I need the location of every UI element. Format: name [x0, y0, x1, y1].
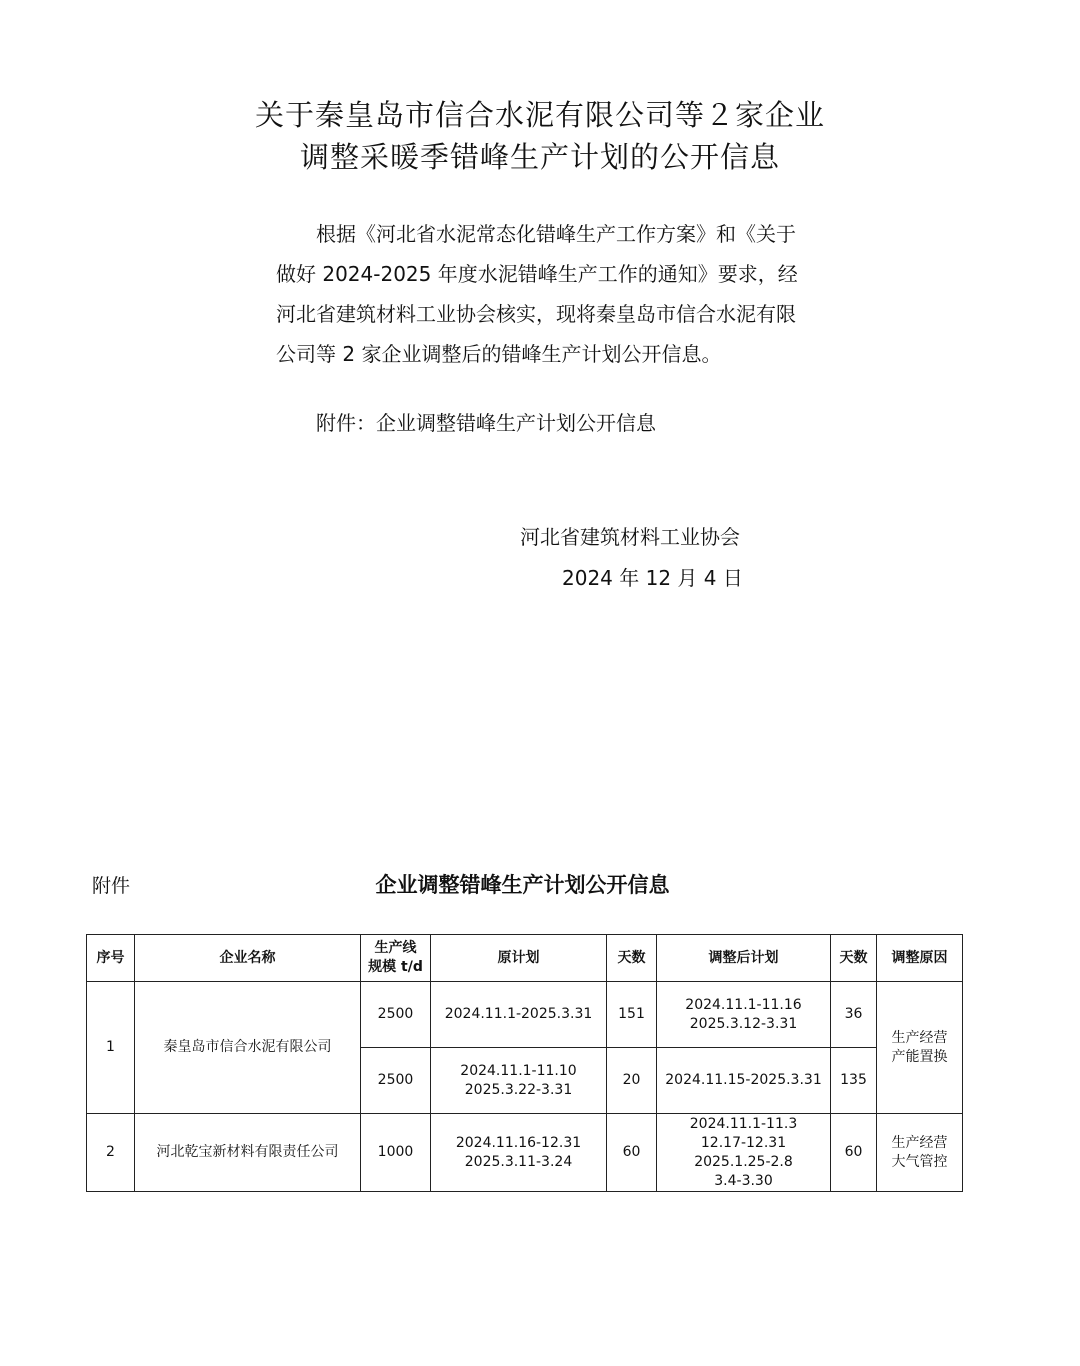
body-line-1: 根据《河北省水泥常态化错峰生产工作方案》和《关于	[316, 222, 796, 246]
body-paragraph	[276, 214, 808, 374]
reason-line: 产能置换	[891, 1048, 948, 1065]
cell-days-adjusted: 60	[831, 1114, 877, 1192]
original-plan-line: 2024.11.16-12.31	[455, 1134, 582, 1151]
cell-adjusted-plan	[657, 1114, 831, 1192]
cell-days: 151	[607, 982, 657, 1048]
cell-days-adjusted: 135	[831, 1048, 877, 1114]
adjusted-plan-line: 2024.11.1-11.3	[689, 1115, 798, 1132]
original-plan-line: 2025.3.22-3.31	[464, 1081, 573, 1098]
cell-adjusted-plan	[657, 1048, 831, 1114]
adjusted-plan-line: 2024.11.15-2025.3.31	[665, 1072, 822, 1088]
signature-org: 河北省建筑材料工业协会	[520, 525, 740, 549]
reason-line: 生产经营	[891, 1029, 948, 1046]
signature-date: 2024 年 12 月 4 日	[562, 566, 743, 590]
title-line-2: 调整采暖季错峰生产计划的公开信息	[299, 140, 780, 174]
cell-scale: 2500	[361, 982, 431, 1048]
title-line-1: 关于秦皇岛市信合水泥有限公司等２家企业	[254, 98, 825, 132]
cell-original-plan	[431, 1114, 607, 1192]
adjusted-plan-line: 2025.3.12-3.31	[689, 1015, 798, 1032]
cell-days: 20	[607, 1048, 657, 1114]
attachment-line: 附件：企业调整错峰生产计划公开信息	[316, 411, 656, 435]
reason-line: 生产经营	[891, 1134, 948, 1151]
cell-scale: 1000	[361, 1114, 431, 1192]
cell-days-adjusted: 36	[831, 982, 877, 1048]
body-line-4: 公司等 2 家企业调整后的错峰生产计划公开信息。	[276, 342, 722, 366]
header-original-plan: 原计划	[431, 935, 607, 982]
table-row	[87, 1114, 963, 1192]
original-plan-line: 2024.11.1-2025.3.31	[444, 1006, 593, 1022]
cell-days: 60	[607, 1114, 657, 1192]
reason-line: 大气管控	[891, 1153, 948, 1170]
header-adjusted-plan: 调整后计划	[657, 935, 831, 982]
header-company: 企业名称	[135, 935, 361, 982]
header-scale-line2: 规模 t/d	[368, 959, 423, 975]
table-header-row	[87, 935, 963, 982]
adjusted-plan-line: 2024.11.1-11.16	[685, 996, 802, 1013]
appendix-label: 附件	[92, 875, 131, 897]
appendix-title: 企业调整错峰生产计划公开信息	[375, 873, 670, 897]
header-seq: 序号	[87, 935, 135, 982]
cell-adjusted-plan	[657, 982, 831, 1048]
header-scale	[361, 935, 431, 982]
cell-company: 河北乾宝新材料有限责任公司	[135, 1114, 361, 1192]
body-line-2: 做好 2024-2025 年度水泥错峰生产工作的通知》要求，经	[276, 262, 798, 286]
document-title	[200, 94, 880, 178]
original-plan-line: 2024.11.1-11.10	[460, 1062, 577, 1079]
plan-table	[86, 934, 963, 1192]
cell-original-plan	[431, 982, 607, 1048]
header-scale-line1: 生产线	[374, 940, 417, 956]
cell-original-plan	[431, 1048, 607, 1114]
header-days: 天数	[607, 935, 657, 982]
adjusted-plan-line: 12.17-12.31	[700, 1134, 787, 1151]
cell-reason	[877, 1114, 963, 1192]
cell-scale: 2500	[361, 1048, 431, 1114]
cell-seq: 1	[87, 982, 135, 1114]
table-row	[87, 982, 963, 1048]
adjusted-plan-line: 3.4-3.30	[714, 1172, 773, 1189]
cell-seq: 2	[87, 1114, 135, 1192]
header-days-adjusted: 天数	[831, 935, 877, 982]
cell-company: 秦皇岛市信合水泥有限公司	[135, 982, 361, 1114]
cell-reason	[877, 982, 963, 1114]
adjusted-plan-line: 2025.1.25-2.8	[694, 1153, 793, 1170]
header-reason: 调整原因	[877, 935, 963, 982]
body-line-3: 河北省建筑材料工业协会核实，现将秦皇岛市信合水泥有限	[276, 302, 796, 326]
original-plan-line: 2025.3.11-3.24	[464, 1153, 573, 1170]
